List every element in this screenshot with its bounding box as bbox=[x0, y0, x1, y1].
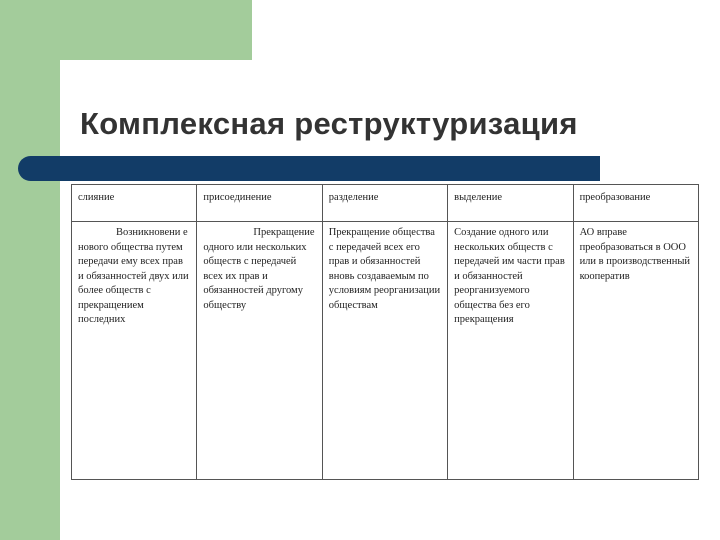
cell-accession: Прекращение одного или нескольких обществ с передачей всех их прав и обязанностей другому обществу bbox=[197, 222, 322, 480]
slide-title: Комплексная реструктуризация bbox=[80, 106, 578, 141]
green-side-band bbox=[0, 0, 60, 540]
cell-merger: Возникновени е нового общества путем передачи ему всех прав и обязанностей двух или более обществ с прекращением последних bbox=[72, 222, 197, 480]
cell-division: Прекращение общества с передачей всех его прав и обязанностей вновь создаваемым по условиям реорганизации обществам bbox=[322, 222, 447, 480]
green-top-band bbox=[0, 0, 252, 60]
rounded-corner bbox=[60, 60, 100, 100]
title-underline-bar bbox=[18, 156, 600, 181]
header-division: разделение bbox=[322, 185, 447, 222]
header-transformation: преобразование bbox=[573, 185, 698, 222]
cell-transformation: АО вправе преобразоваться в ООО или в производственный кооператив bbox=[573, 222, 698, 480]
table-header-row bbox=[72, 185, 699, 222]
header-accession: присоединение bbox=[197, 185, 322, 222]
cell-spin-off: Создание одного или нескольких обществ с передачей им части прав и обязанностей реорганизуемого общества без его прекращения bbox=[448, 222, 573, 480]
header-merger: слияние bbox=[72, 185, 197, 222]
table-row bbox=[72, 222, 699, 480]
header-spin-off: выделение bbox=[448, 185, 573, 222]
restructuring-table bbox=[71, 184, 699, 480]
